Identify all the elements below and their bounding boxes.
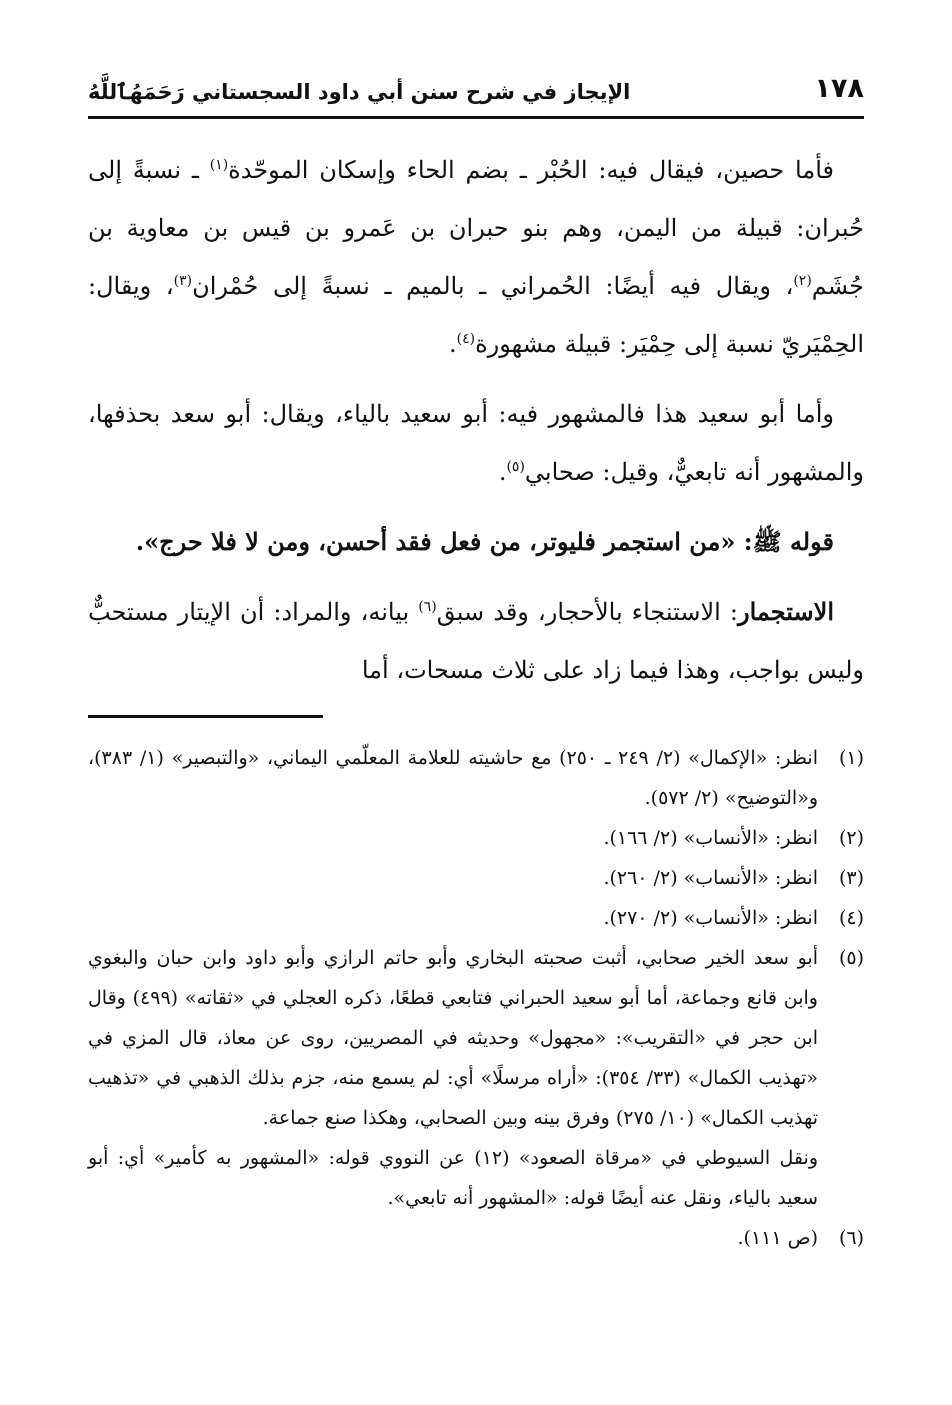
footnote-text: أبو سعد الخير صحابي، أثبت صحبته البخاري وأبو حاتم الرازي وأبو داود وابن حبان والبغوي وابن قانع وجماعة، أما أبو سعيد الحبراني فتابعي قطعًا، ذكره العجلي في «ثقاته» (٤٩٩) وقال ابن حجر في «التقريب»: «مجهول» وحديثه في المصريين، روى عن معاذ، قال المزي في «تهذيب الكمال» (٣٣/ ٣٥٤): «أراه مرسلًا» أي: لم يسمع منه، جزم بذلك الذهبي في «تذهيب تهذيب الكمال» (١٠/ ٢٧٥) وفرق بينه وبين الصحابي، وهكذا صنع جماعة.: [88, 947, 818, 1129]
footnote-number: (٢): [838, 827, 864, 849]
main-text: [88, 141, 864, 699]
footnote-text: (ص ١١١).: [737, 1227, 818, 1249]
footnote-1: [88, 738, 864, 818]
footnote-4: [88, 898, 864, 938]
footnote-ref-6[interactable]: (٦): [418, 599, 437, 615]
text-span: .: [449, 330, 457, 358]
text-span: وأما أبو سعيد هذا فالمشهور فيه: أبو سعيد بالياء، ويقال: أبو سعد بحذفها، والمشهور أنه تابعيٌّ، وقيل: صحابي: [88, 400, 864, 486]
footnote-5-continuation: ونقل السيوطي في «مرقاة الصعود» (١٢) عن النووي قوله: «المشهور به كأمير» أي: أبو سعيد بالياء، ونقل عنه أيضًا قوله: «المشهور أنه تابعي».: [88, 1147, 818, 1209]
footnote-text: انظر: «الأنساب» (٢/ ١٦٦).: [603, 827, 818, 849]
footnote-6: [88, 1218, 864, 1258]
footnote-ref-5[interactable]: (٥): [506, 459, 525, 475]
footnote-number: (٣): [838, 867, 864, 889]
footnote-3: [88, 858, 864, 898]
footnote-text: انظر: «الإكمال» (٢/ ٢٤٩ ـ ٢٥٠) مع حاشيته للعلامة المعلّمي اليماني، «والتبصير» (١/ ٣٨٣)، و«التوضيح» (٢/ ٥٧٢).: [88, 747, 818, 809]
footnote-text: انظر: «الأنساب» (٢/ ٢٦٠).: [603, 867, 818, 889]
footnote-ref-4[interactable]: (٤): [456, 331, 476, 347]
text-span: : الاستنجاء بالأحجار، وقد سبق: [436, 598, 739, 626]
footnote-number: (٥): [838, 947, 864, 969]
footnote-text: انظر: «الأنساب» (٢/ ٢٧٠).: [603, 907, 818, 929]
footnote-ref-2[interactable]: (٢): [793, 273, 812, 289]
footnote-separator: [88, 715, 323, 718]
term-heading: الاستجمار: [738, 597, 835, 626]
footnotes: [88, 738, 864, 1258]
text-span: .: [498, 458, 507, 486]
paragraph-istijmar: [88, 583, 864, 699]
text-span: .: [135, 527, 145, 556]
hadith-quote: «من استجمر فليوتر، من فعل فقد أحسن، ومن لا فلا حرج»: [144, 527, 736, 556]
footnote-ref-3[interactable]: (٣): [173, 273, 193, 289]
text-span: ، ويقال فيه أيضًا: الحُمراني ـ بالميم ـ نسبةً إلى حُمْران: [192, 272, 794, 300]
footnote-number: (١): [838, 747, 864, 769]
paragraph-hadith-quote: [88, 513, 864, 571]
text-span: ـ نسبةً إلى حُبران: قبيلة من اليمن، وهم بنو حبران بن عَمرو بن قيس بن معاوية بن جُشَم: [88, 156, 865, 300]
page-header: [88, 58, 864, 104]
page-number: ١٧٨: [814, 73, 864, 104]
text-span: بيانه، والمراد: أن الإيتار مستحبٌّ وليس بواجب، وهذا فيما زاد على ثلاث مسحات، أما: [88, 598, 864, 684]
header-rule: [88, 116, 864, 119]
footnote-number: (٤): [838, 907, 864, 929]
paragraph-hussain: [88, 141, 864, 373]
text-span: فأما حصين، فيقال فيه: الحُبْر ـ بضم الحاء وإسكان الموحّدة: [228, 156, 835, 184]
paragraph-abu-said: [88, 385, 864, 501]
footnote-number: (٦): [838, 1227, 864, 1249]
footnote-5: [88, 938, 864, 1138]
book-page: [88, 58, 864, 1258]
running-title: الإيجاز في شرح سنن أبي داود السجستاني رَحَمَهُٱللَّهُ: [88, 80, 631, 104]
text-span: قوله ﷺ:: [735, 527, 834, 556]
text-span: ، ويقال: الحِمْيَريّ نسبة إلى حِمْيَر: قبيلة مشهورة: [88, 272, 864, 358]
footnote-ref-1[interactable]: (١): [209, 157, 229, 173]
footnote-2: [88, 818, 864, 858]
